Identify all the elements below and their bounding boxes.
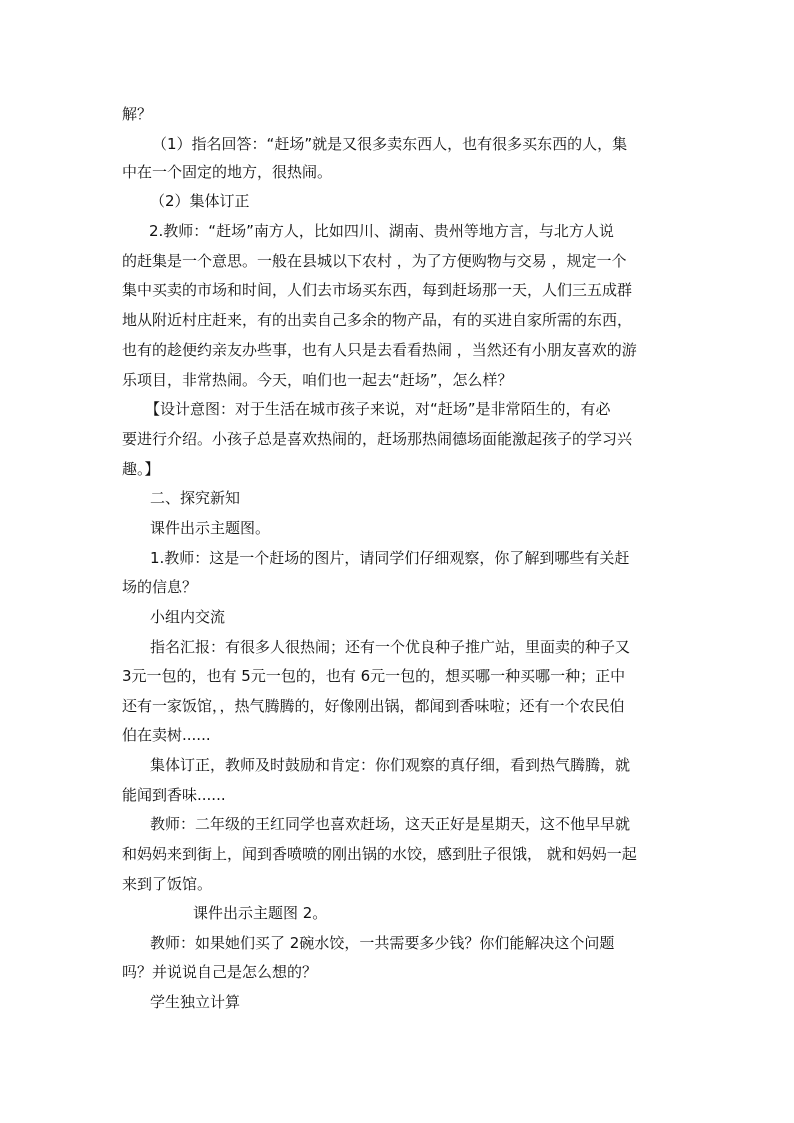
text-line: 吗？并说说自己是怎么想的？ [122, 963, 318, 981]
text-line: 指名汇报：有很多人很热闹；还有一个优良种子推广站，里面卖的种子又 [150, 638, 631, 656]
text-line: 和妈妈来到街上，闻到香喷喷的刚出锅的水饺，感到肚子很饿， 就和妈妈一起 [122, 845, 637, 863]
text-line: 学生独立计算 [150, 993, 241, 1011]
section-heading: 二、探究新知 [150, 489, 241, 507]
text-line: 还有一家饭馆，，热气腾腾的，好像刚出锅，都闻到香味啦；还有一个农民伯 [122, 697, 625, 715]
text-line: 趣。】 [122, 460, 160, 478]
text-line: 的赶集是一个意思。一般在县城以下农村 ，为了方便购物与交易 ，规定一个 [122, 252, 627, 270]
text-line: 也有的趁便约亲友办些事，也有人只是去看看热闹 ，当然还有小朋友喜欢的游 [122, 341, 637, 359]
text-line: 伯在卖树...... [122, 726, 211, 744]
text-line: 教师：如果她们买了 2碗水饺，一共需要多少钱？你们能解决这个问题 [150, 934, 615, 952]
text-line: 集体订正，教师及时鼓励和肯定：你们观察的真仔细，看到热气腾腾，就 [150, 756, 631, 774]
text-line: 场的信息？ [122, 578, 198, 596]
text-line: 集中买卖的市场和时间，人们去市场买东西，每到赶场那一天，人们三五成群 [122, 281, 633, 299]
text-line: 解？ [122, 105, 153, 123]
text-line: 要进行介绍。小孩子总是喜欢热闹的，赶场那热闹德场面能激起孩子的学习兴 [122, 430, 633, 448]
text-line: （1）指名回答：“赶场”就是又很多卖东西人，也有很多买东西的人，集 [152, 135, 628, 153]
text-line: （2）集体订正 [150, 192, 250, 210]
text-line: 课件出示主题图 2。 [193, 904, 328, 922]
text-line: 小组内交流 [150, 608, 226, 626]
text-line: 中在一个固定的地方，很热闹。 [122, 163, 333, 181]
text-line: 课件出示主题图。 [150, 519, 271, 537]
text-line: 来到了饭馆。 [122, 875, 213, 893]
text-line: 【设计意图：对于生活在城市孩子来说，对“赶场”是非常陌生的，有必 [145, 400, 611, 418]
text-line: 乐项目，非常热闹。今天，咱们也一起去“赶场”，怎么样？ [122, 371, 513, 389]
text-line: 教师：二年级的王红同学也喜欢赶场，这天正好是星期天，这不他早早就 [150, 815, 631, 833]
text-line: 1.教师：这是一个赶场的图片，请同学们仔细观察，你了解到哪些有关赶 [150, 549, 630, 567]
text-line: 能闻到香味...... [122, 786, 226, 804]
text-line: 地从附近村庄赶来，有的出卖自己多余的物产品，有的买进自家所需的东西， [122, 311, 633, 329]
text-line: 2.教师：“赶场”南方人，比如四川、湖南、贵州等地方言，与北方人说 [149, 222, 614, 240]
text-line: 3元一包的，也有 5元一包的，也有 6元一包的，想买哪一种买哪一种；正中 [122, 667, 626, 685]
